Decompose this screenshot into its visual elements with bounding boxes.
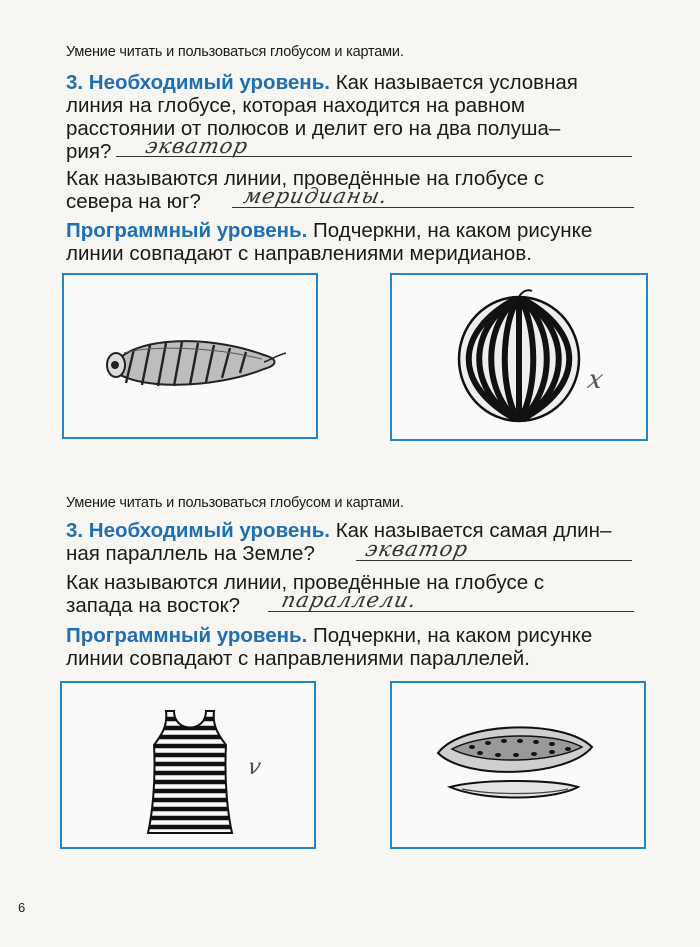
check-mark: v bbox=[245, 755, 265, 780]
handwritten-answer-1: экватор bbox=[143, 134, 251, 158]
question-1-line-2: ная параллель на Земле? bbox=[66, 542, 315, 565]
level-label: 3. Необходимый уровень. bbox=[66, 71, 330, 94]
question-1-line-1: 3. Необходимый уровень. Как называется самая длин– bbox=[66, 519, 612, 542]
task-line-1: Программный уровень. Подчеркни, на каком рисунке bbox=[66, 624, 593, 647]
skill-heading: Умение читать и пользоваться глобусом и картами. bbox=[66, 495, 404, 511]
handwritten-answer-1: экватор bbox=[363, 537, 471, 561]
question-2-line-2: запада на восток? bbox=[66, 594, 241, 617]
task-line-1: Программный уровень. Подчеркни, на каком рисунке bbox=[66, 219, 593, 242]
task-line-2: линии совпадают с направлениями параллелей. bbox=[66, 647, 530, 670]
melon-illustration bbox=[392, 683, 644, 847]
skill-heading: Умение читать и пользоваться глобусом и картами. bbox=[66, 44, 404, 60]
question-1-line-4: рия? bbox=[66, 140, 112, 163]
question-1-line-3: расстоянии от полюсов и делит его на два полуша– bbox=[66, 117, 561, 140]
question-1-line-2: линия на глобусе, которая находится на равном bbox=[66, 94, 525, 117]
handwritten-answer-2: параллели. bbox=[279, 588, 420, 612]
watermelon-illustration bbox=[392, 275, 646, 439]
question-2-line-1: Как называются линии, проведённые на глобусе с bbox=[66, 571, 545, 594]
level-label: 3. Необходимый уровень. bbox=[66, 519, 330, 542]
question-2-line-1: Как называются линии, проведённые на глобусе с bbox=[66, 167, 545, 190]
striped-shirt-picture[interactable] bbox=[60, 681, 316, 849]
cucumber-illustration bbox=[64, 275, 316, 437]
level-label: Программный уровень. bbox=[66, 624, 308, 647]
page-number: 6 bbox=[18, 900, 26, 915]
task-line-2: линии совпадают с направлениями меридианов. bbox=[66, 242, 532, 265]
level-label: Программный уровень. bbox=[66, 219, 308, 242]
cucumber-picture[interactable] bbox=[62, 273, 318, 439]
striped-shirt-illustration bbox=[62, 683, 314, 847]
question-1-line-1: 3. Необходимый уровень. Как называется условная bbox=[66, 71, 578, 94]
watermelon-picture[interactable] bbox=[390, 273, 648, 441]
question-2-line-2: севера на юг? bbox=[66, 190, 201, 213]
melon-picture[interactable] bbox=[390, 681, 646, 849]
handwritten-answer-2: меридианы. bbox=[241, 184, 391, 208]
check-mark: x bbox=[584, 365, 607, 395]
